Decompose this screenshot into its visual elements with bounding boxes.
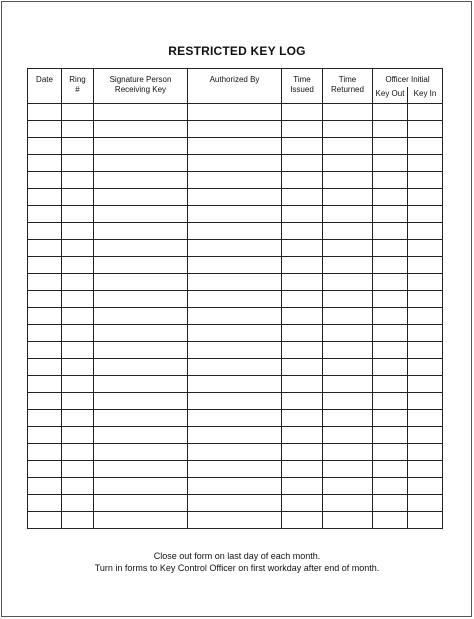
ring-cell[interactable] bbox=[62, 444, 94, 461]
signature-cell[interactable] bbox=[94, 206, 188, 223]
time-issued-cell[interactable] bbox=[282, 257, 323, 274]
date-cell[interactable] bbox=[28, 308, 62, 325]
column-header-time-returned: Time Returned bbox=[323, 69, 373, 104]
log-row bbox=[28, 274, 443, 291]
ring-cell[interactable] bbox=[62, 274, 94, 291]
time-issued-cell[interactable] bbox=[282, 478, 323, 495]
time-issued-cell[interactable] bbox=[282, 325, 323, 342]
time-returned-cell[interactable] bbox=[323, 138, 373, 155]
ring-cell[interactable] bbox=[62, 172, 94, 189]
column-header-key-in: Key In bbox=[408, 87, 443, 104]
signature-cell[interactable] bbox=[94, 342, 188, 359]
date-cell[interactable] bbox=[28, 444, 62, 461]
signature-cell[interactable] bbox=[94, 495, 188, 512]
signature-cell[interactable] bbox=[94, 325, 188, 342]
time-returned-cell[interactable] bbox=[323, 478, 373, 495]
key-in-cell[interactable] bbox=[408, 478, 443, 495]
key-in-cell[interactable] bbox=[408, 121, 443, 138]
log-row bbox=[28, 172, 443, 189]
time-returned-cell[interactable] bbox=[323, 359, 373, 376]
log-row bbox=[28, 478, 443, 495]
key-out-cell[interactable] bbox=[373, 376, 408, 393]
log-row bbox=[28, 359, 443, 376]
authorized-by-cell[interactable] bbox=[188, 461, 282, 478]
key-out-cell[interactable] bbox=[373, 308, 408, 325]
signature-cell[interactable] bbox=[94, 512, 188, 529]
date-cell[interactable] bbox=[28, 155, 62, 172]
time-returned-cell[interactable] bbox=[323, 461, 373, 478]
authorized-by-cell[interactable] bbox=[188, 478, 282, 495]
ring-cell[interactable] bbox=[62, 223, 94, 240]
key-out-cell[interactable] bbox=[373, 393, 408, 410]
time-returned-cell[interactable] bbox=[323, 393, 373, 410]
signature-cell[interactable] bbox=[94, 308, 188, 325]
time-issued-cell[interactable] bbox=[282, 495, 323, 512]
log-row bbox=[28, 308, 443, 325]
key-out-cell[interactable] bbox=[373, 427, 408, 444]
time-issued-cell[interactable] bbox=[282, 342, 323, 359]
authorized-by-cell[interactable] bbox=[188, 121, 282, 138]
key-out-cell[interactable] bbox=[373, 512, 408, 529]
signature-cell[interactable] bbox=[94, 274, 188, 291]
time-returned-cell[interactable] bbox=[323, 427, 373, 444]
signature-cell[interactable] bbox=[94, 189, 188, 206]
time-returned-cell[interactable] bbox=[323, 172, 373, 189]
authorized-by-cell[interactable] bbox=[188, 376, 282, 393]
signature-cell[interactable] bbox=[94, 257, 188, 274]
date-cell[interactable] bbox=[28, 478, 62, 495]
key-in-cell[interactable] bbox=[408, 274, 443, 291]
key-in-cell[interactable] bbox=[408, 393, 443, 410]
time-returned-cell[interactable] bbox=[323, 155, 373, 172]
date-cell[interactable] bbox=[28, 240, 62, 257]
authorized-by-cell[interactable] bbox=[188, 308, 282, 325]
key-out-cell[interactable] bbox=[373, 172, 408, 189]
key-in-cell[interactable] bbox=[408, 342, 443, 359]
key-in-cell[interactable] bbox=[408, 138, 443, 155]
signature-cell[interactable] bbox=[94, 291, 188, 308]
time-issued-cell[interactable] bbox=[282, 461, 323, 478]
key-out-cell[interactable] bbox=[373, 121, 408, 138]
time-issued-cell[interactable] bbox=[282, 393, 323, 410]
footer-instructions bbox=[0, 550, 474, 574]
log-row bbox=[28, 342, 443, 359]
log-row bbox=[28, 376, 443, 393]
ring-cell[interactable] bbox=[62, 512, 94, 529]
time-returned-cell[interactable] bbox=[323, 240, 373, 257]
footer-line-2: Turn in forms to Key Control Officer on first workday after end of month. bbox=[94, 563, 380, 573]
key-out-cell[interactable] bbox=[373, 342, 408, 359]
key-in-cell[interactable] bbox=[408, 308, 443, 325]
log-row bbox=[28, 325, 443, 342]
ring-cell[interactable] bbox=[62, 495, 94, 512]
authorized-by-cell[interactable] bbox=[188, 206, 282, 223]
signature-cell[interactable] bbox=[94, 461, 188, 478]
authorized-by-cell[interactable] bbox=[188, 257, 282, 274]
signature-cell[interactable] bbox=[94, 376, 188, 393]
ring-cell[interactable] bbox=[62, 104, 94, 121]
key-in-cell[interactable] bbox=[408, 359, 443, 376]
signature-cell[interactable] bbox=[94, 427, 188, 444]
column-group-officer-initial: Officer Initial bbox=[373, 69, 443, 88]
key-out-cell[interactable] bbox=[373, 478, 408, 495]
signature-cell[interactable] bbox=[94, 478, 188, 495]
ring-cell[interactable] bbox=[62, 291, 94, 308]
time-issued-cell[interactable] bbox=[282, 240, 323, 257]
date-cell[interactable] bbox=[28, 121, 62, 138]
ring-cell[interactable] bbox=[62, 461, 94, 478]
key-in-cell[interactable] bbox=[408, 512, 443, 529]
signature-cell[interactable] bbox=[94, 172, 188, 189]
time-issued-cell[interactable] bbox=[282, 206, 323, 223]
key-out-cell[interactable] bbox=[373, 461, 408, 478]
time-issued-cell[interactable] bbox=[282, 512, 323, 529]
ring-cell[interactable] bbox=[62, 257, 94, 274]
log-row bbox=[28, 461, 443, 478]
authorized-by-cell[interactable] bbox=[188, 342, 282, 359]
time-issued-cell[interactable] bbox=[282, 223, 323, 240]
ring-cell[interactable] bbox=[62, 138, 94, 155]
ring-cell[interactable] bbox=[62, 308, 94, 325]
authorized-by-cell[interactable] bbox=[188, 410, 282, 427]
key-out-cell[interactable] bbox=[373, 223, 408, 240]
key-out-cell[interactable] bbox=[373, 359, 408, 376]
time-issued-cell[interactable] bbox=[282, 274, 323, 291]
date-cell[interactable] bbox=[28, 274, 62, 291]
date-cell[interactable] bbox=[28, 495, 62, 512]
signature-cell[interactable] bbox=[94, 410, 188, 427]
key-in-cell[interactable] bbox=[408, 172, 443, 189]
time-issued-cell[interactable] bbox=[282, 104, 323, 121]
authorized-by-cell[interactable] bbox=[188, 223, 282, 240]
column-header-ring: Ring # bbox=[62, 69, 94, 104]
signature-cell[interactable] bbox=[94, 393, 188, 410]
page-title: RESTRICTED KEY LOG bbox=[168, 44, 306, 58]
key-in-cell[interactable] bbox=[408, 291, 443, 308]
log-row bbox=[28, 138, 443, 155]
log-row bbox=[28, 104, 443, 121]
time-returned-cell[interactable] bbox=[323, 410, 373, 427]
log-row bbox=[28, 512, 443, 529]
date-cell[interactable] bbox=[28, 104, 62, 121]
footer-line-1: Close out form on last day of each month. bbox=[153, 551, 321, 561]
log-row bbox=[28, 121, 443, 138]
time-returned-cell[interactable] bbox=[323, 512, 373, 529]
key-in-cell[interactable] bbox=[408, 444, 443, 461]
authorized-by-cell[interactable] bbox=[188, 138, 282, 155]
column-header-authorized-by: Authorized By bbox=[188, 69, 282, 104]
date-cell[interactable] bbox=[28, 138, 62, 155]
time-returned-cell[interactable] bbox=[323, 291, 373, 308]
date-cell[interactable] bbox=[28, 257, 62, 274]
authorized-by-cell[interactable] bbox=[188, 427, 282, 444]
ring-cell[interactable] bbox=[62, 410, 94, 427]
time-issued-cell[interactable] bbox=[282, 189, 323, 206]
time-returned-cell[interactable] bbox=[323, 206, 373, 223]
ring-cell[interactable] bbox=[62, 189, 94, 206]
authorized-by-cell[interactable] bbox=[188, 495, 282, 512]
log-row bbox=[28, 206, 443, 223]
authorized-by-cell[interactable] bbox=[188, 104, 282, 121]
time-returned-cell[interactable] bbox=[323, 274, 373, 291]
date-cell[interactable] bbox=[28, 291, 62, 308]
key-in-cell[interactable] bbox=[408, 257, 443, 274]
key-out-cell[interactable] bbox=[373, 495, 408, 512]
time-issued-cell[interactable] bbox=[282, 308, 323, 325]
authorized-by-cell[interactable] bbox=[188, 444, 282, 461]
authorized-by-cell[interactable] bbox=[188, 359, 282, 376]
time-returned-cell[interactable] bbox=[323, 189, 373, 206]
authorized-by-cell[interactable] bbox=[188, 172, 282, 189]
key-out-cell[interactable] bbox=[373, 257, 408, 274]
time-returned-cell[interactable] bbox=[323, 104, 373, 121]
time-returned-cell[interactable] bbox=[323, 444, 373, 461]
ring-cell[interactable] bbox=[62, 359, 94, 376]
authorized-by-cell[interactable] bbox=[188, 325, 282, 342]
signature-cell[interactable] bbox=[94, 240, 188, 257]
ring-cell[interactable] bbox=[62, 342, 94, 359]
key-out-cell[interactable] bbox=[373, 444, 408, 461]
log-row bbox=[28, 410, 443, 427]
key-in-cell[interactable] bbox=[408, 104, 443, 121]
log-row bbox=[28, 427, 443, 444]
time-returned-cell[interactable] bbox=[323, 342, 373, 359]
date-cell[interactable] bbox=[28, 393, 62, 410]
date-cell[interactable] bbox=[28, 206, 62, 223]
authorized-by-cell[interactable] bbox=[188, 240, 282, 257]
time-issued-cell[interactable] bbox=[282, 138, 323, 155]
log-row bbox=[28, 223, 443, 240]
column-header-time-issued: Time Issued bbox=[282, 69, 323, 104]
time-issued-cell[interactable] bbox=[282, 291, 323, 308]
log-row bbox=[28, 189, 443, 206]
key-out-cell[interactable] bbox=[373, 138, 408, 155]
log-row bbox=[28, 444, 443, 461]
key-log-table bbox=[27, 68, 443, 529]
time-returned-cell[interactable] bbox=[323, 495, 373, 512]
key-out-cell[interactable] bbox=[373, 291, 408, 308]
time-issued-cell[interactable] bbox=[282, 155, 323, 172]
authorized-by-cell[interactable] bbox=[188, 189, 282, 206]
date-cell[interactable] bbox=[28, 461, 62, 478]
time-issued-cell[interactable] bbox=[282, 172, 323, 189]
ring-cell[interactable] bbox=[62, 206, 94, 223]
date-cell[interactable] bbox=[28, 223, 62, 240]
ring-cell[interactable] bbox=[62, 393, 94, 410]
time-returned-cell[interactable] bbox=[323, 121, 373, 138]
key-out-cell[interactable] bbox=[373, 410, 408, 427]
date-cell[interactable] bbox=[28, 376, 62, 393]
ring-cell[interactable] bbox=[62, 325, 94, 342]
date-cell[interactable] bbox=[28, 189, 62, 206]
time-returned-cell[interactable] bbox=[323, 257, 373, 274]
ring-cell[interactable] bbox=[62, 155, 94, 172]
log-row bbox=[28, 155, 443, 172]
ring-cell[interactable] bbox=[62, 427, 94, 444]
date-cell[interactable] bbox=[28, 427, 62, 444]
authorized-by-cell[interactable] bbox=[188, 512, 282, 529]
key-in-cell[interactable] bbox=[408, 410, 443, 427]
date-cell[interactable] bbox=[28, 410, 62, 427]
time-issued-cell[interactable] bbox=[282, 359, 323, 376]
signature-cell[interactable] bbox=[94, 104, 188, 121]
key-out-cell[interactable] bbox=[373, 104, 408, 121]
key-out-cell[interactable] bbox=[373, 274, 408, 291]
signature-cell[interactable] bbox=[94, 155, 188, 172]
authorized-by-cell[interactable] bbox=[188, 274, 282, 291]
column-header-date: Date bbox=[28, 69, 62, 104]
key-in-cell[interactable] bbox=[408, 376, 443, 393]
log-row bbox=[28, 257, 443, 274]
time-issued-cell[interactable] bbox=[282, 427, 323, 444]
key-in-cell[interactable] bbox=[408, 240, 443, 257]
key-out-cell[interactable] bbox=[373, 325, 408, 342]
column-header-key-out: Key Out bbox=[373, 87, 408, 104]
log-rows bbox=[28, 104, 443, 529]
time-returned-cell[interactable] bbox=[323, 223, 373, 240]
signature-cell[interactable] bbox=[94, 121, 188, 138]
time-issued-cell[interactable] bbox=[282, 444, 323, 461]
signature-cell[interactable] bbox=[94, 223, 188, 240]
log-row bbox=[28, 291, 443, 308]
ring-cell[interactable] bbox=[62, 240, 94, 257]
key-in-cell[interactable] bbox=[408, 155, 443, 172]
log-row bbox=[28, 393, 443, 410]
date-cell[interactable] bbox=[28, 325, 62, 342]
column-header-signature: Signature Person Receiving Key bbox=[94, 69, 188, 104]
signature-cell[interactable] bbox=[94, 138, 188, 155]
key-out-cell[interactable] bbox=[373, 206, 408, 223]
key-in-cell[interactable] bbox=[408, 461, 443, 478]
key-out-cell[interactable] bbox=[373, 189, 408, 206]
date-cell[interactable] bbox=[28, 342, 62, 359]
key-out-cell[interactable] bbox=[373, 240, 408, 257]
key-in-cell[interactable] bbox=[408, 427, 443, 444]
date-cell[interactable] bbox=[28, 172, 62, 189]
time-returned-cell[interactable] bbox=[323, 308, 373, 325]
key-in-cell[interactable] bbox=[408, 325, 443, 342]
time-issued-cell[interactable] bbox=[282, 121, 323, 138]
authorized-by-cell[interactable] bbox=[188, 291, 282, 308]
ring-cell[interactable] bbox=[62, 376, 94, 393]
authorized-by-cell[interactable] bbox=[188, 393, 282, 410]
signature-cell[interactable] bbox=[94, 359, 188, 376]
log-row bbox=[28, 240, 443, 257]
time-returned-cell[interactable] bbox=[323, 376, 373, 393]
signature-cell[interactable] bbox=[94, 444, 188, 461]
key-in-cell[interactable] bbox=[408, 495, 443, 512]
date-cell[interactable] bbox=[28, 359, 62, 376]
time-issued-cell[interactable] bbox=[282, 410, 323, 427]
key-in-cell[interactable] bbox=[408, 223, 443, 240]
log-row bbox=[28, 495, 443, 512]
authorized-by-cell[interactable] bbox=[188, 155, 282, 172]
date-cell[interactable] bbox=[28, 512, 62, 529]
key-out-cell[interactable] bbox=[373, 155, 408, 172]
key-in-cell[interactable] bbox=[408, 189, 443, 206]
time-returned-cell[interactable] bbox=[323, 325, 373, 342]
ring-cell[interactable] bbox=[62, 478, 94, 495]
time-issued-cell[interactable] bbox=[282, 376, 323, 393]
key-in-cell[interactable] bbox=[408, 206, 443, 223]
ring-cell[interactable] bbox=[62, 121, 94, 138]
